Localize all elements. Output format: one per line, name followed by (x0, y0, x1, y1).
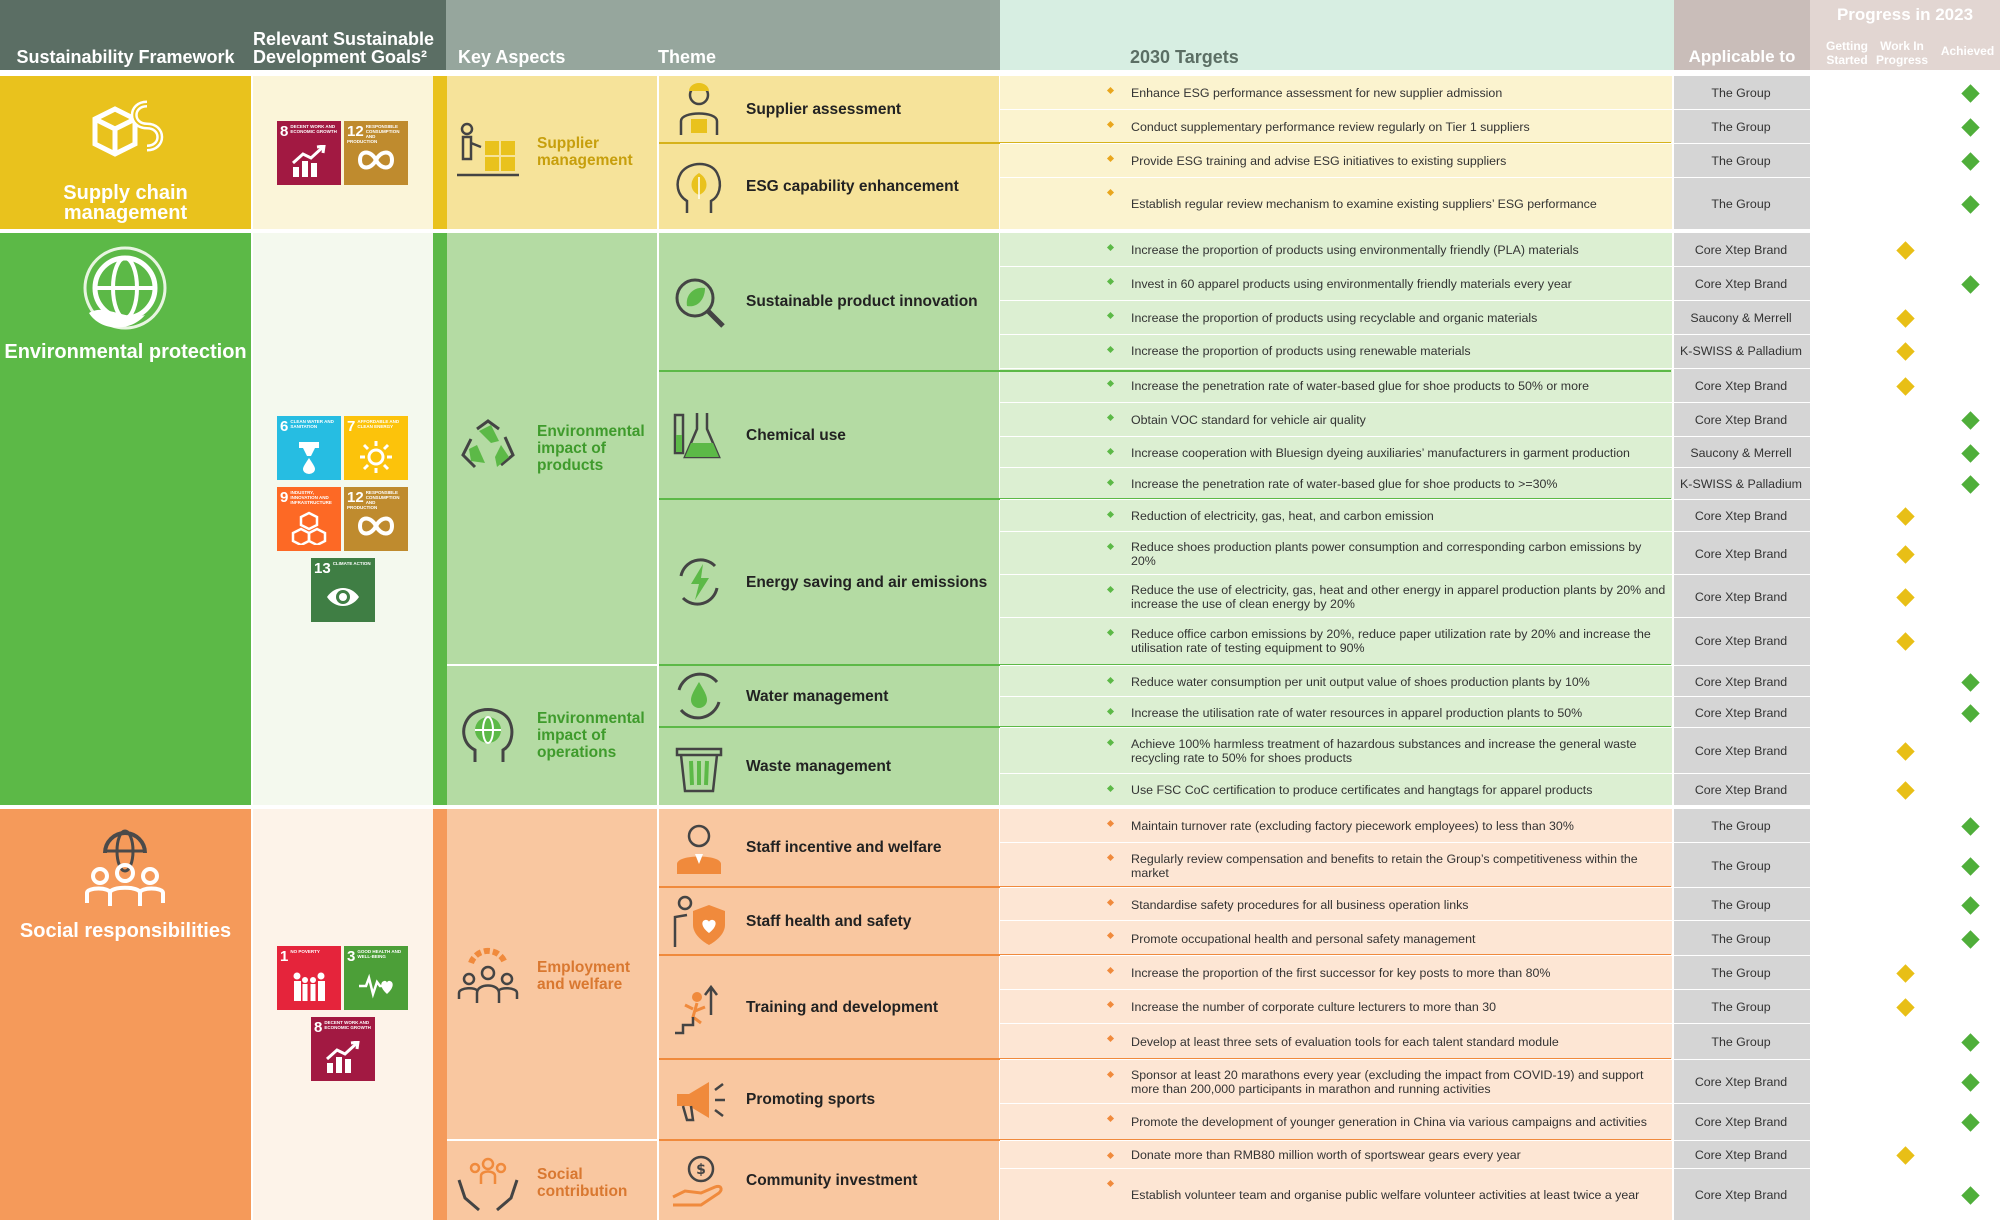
target-text: Increase the proportion of the first successor for key posts to more than 80% (1131, 966, 1551, 980)
applicable-to: The Group (1711, 1000, 1771, 1014)
applicable-to: Core Xtep Brand (1694, 1075, 1788, 1089)
target-text: Enhance ESG performance assessment for new supplier admission (1131, 86, 1503, 100)
target-text: Increase the penetration rate of water-based glue for shoe products to 50% or more (1131, 379, 1590, 393)
applicable-to: Core Xtep Brand (1694, 546, 1788, 561)
target-text: Standardise safety procedures for all business operation links (1131, 897, 1469, 912)
applicable-to: The Group (1711, 819, 1771, 833)
theme-label-7: Staff incentive and welfare (746, 839, 942, 856)
applicable-to: K-SWISS & Palladium (1680, 344, 1802, 358)
sdg-number: 8 (314, 1019, 323, 1036)
target-text: Increase cooperation with Bluesign dyeing auxiliaries’ manufacturers in garment production (1131, 445, 1630, 460)
sdg-tile-9 (277, 487, 341, 551)
recycle-icon (455, 415, 521, 481)
aspect-separator-0 (447, 664, 657, 666)
climbing-person-icon (671, 979, 727, 1035)
target-text: Increase the proportion of products using renewable materials (1131, 344, 1471, 358)
target-text: Reduce the use of electricity, gas, heat and other energy in apparel production plants by 20% and increase the use of clean energy by 20% (1131, 582, 1666, 611)
target-text: Increase the utilisation rate of water resources in apparel production plants to 50% (1131, 705, 1583, 720)
sdg-tile-13 (311, 558, 375, 622)
flask-icon (671, 407, 727, 463)
theme-label-5: Water management (746, 687, 889, 705)
magnifier-leaf-icon (671, 274, 727, 330)
sdg-tile-12 (344, 487, 408, 551)
aspect-strip-supply (433, 76, 447, 229)
applicable-to: The Group (1711, 931, 1771, 946)
applicable-to: Core Xtep Brand (1694, 744, 1788, 758)
applicable-to: The Group (1711, 897, 1771, 912)
target-text: Sponsor at least 20 marathons every year (excluding the impact from COVID-19) and support more than 200,000 participants in marathon and running activities (1131, 1068, 1644, 1096)
trash-bin-icon (671, 739, 727, 795)
applicable-to: Core Xtep Brand (1694, 589, 1788, 604)
sdg-label: RESPONSIBLE CONSUMPTION AND PRODUCTION (347, 490, 400, 510)
applicable-to: K-SWISS & Palladium (1680, 477, 1802, 491)
applicable-to: Core Xtep Brand (1694, 674, 1788, 689)
sdg-number: 3 (347, 948, 356, 965)
applicable-to: The Group (1711, 86, 1771, 100)
target-text: Establish volunteer team and organise public welfare volunteer activities at least twice a year (1131, 1187, 1640, 1202)
energy-bolt-icon (671, 554, 727, 610)
theme-label-6: Waste management (746, 758, 891, 775)
sdg-label: RESPONSIBLE CONSUMPTION AND PRODUCTION (347, 124, 400, 144)
applicable-to: Core Xtep Brand (1694, 277, 1788, 291)
header-key-aspects: Key Aspects (458, 47, 566, 67)
team-gear-icon (455, 943, 521, 1009)
sdg-label: CLEAN WATER AND SANITATION (290, 419, 334, 429)
applicable-to: The Group (1711, 196, 1771, 211)
sdg-number: 12 (347, 489, 364, 506)
supplier-boxes-icon (455, 119, 521, 185)
applicable-to: Saucony & Merrell (1690, 311, 1792, 325)
applicable-to: The Group (1711, 858, 1771, 873)
sdg-tile-8 (311, 1017, 375, 1081)
sdg-tile-8 (277, 121, 341, 185)
globe-leaf-icon (75, 243, 175, 333)
svg-text:$: $ (696, 1161, 706, 1178)
applicable-to: Core Xtep Brand (1694, 1114, 1788, 1129)
head-leaf-icon (671, 159, 727, 215)
applicable-to: The Group (1711, 1035, 1771, 1049)
pillar-title-social: Social responsibilities (19, 920, 232, 942)
sdg-label: NO POVERTY (290, 949, 320, 954)
applicable-to: Core Xtep Brand (1694, 705, 1788, 720)
sdg-tile-3 (344, 946, 408, 1010)
staff-person-icon (671, 820, 727, 876)
sdg-label: AFFORDABLE AND CLEAN ENERGY (357, 419, 400, 429)
aspect-label-2: Environmental impact of operations (537, 709, 645, 761)
target-text: Increase the proportion of products using environmentally friendly (PLA) materials (1131, 243, 1579, 257)
theme-label-2: Sustainable product innovation (746, 293, 978, 310)
target-text: Reduce water consumption per unit output value of shoes production plants by 10% (1131, 674, 1590, 689)
target-text: Conduct supplementary performance review regularly on Tier 1 suppliers (1131, 120, 1530, 134)
theme-label-8: Staff health and safety (746, 912, 912, 930)
sdg-tile-12 (344, 121, 408, 185)
applicable-to: The Group (1711, 120, 1771, 134)
target-text: Promote occupational health and personal safety management (1131, 931, 1476, 946)
target-text: Promote the development of younger generation in China via various campaigns and activities (1131, 1114, 1647, 1129)
sdg-label: DECENT WORK AND ECONOMIC GROWTH (290, 124, 337, 134)
sdg-number: 9 (280, 489, 289, 506)
theme-label-3: Chemical use (746, 426, 846, 444)
people-globe-icon (75, 818, 175, 918)
target-text: Reduction of electricity, gas, heat, and carbon emission (1131, 509, 1434, 523)
hands-people-icon (455, 1150, 521, 1216)
sdg-tile-6 (277, 416, 341, 480)
theme-label-11: Community investment (746, 1172, 918, 1189)
shield-heart-icon (671, 893, 727, 949)
target-text: Invest in 60 apparel products using environmentally friendly materials every year (1131, 277, 1572, 291)
sdg-number: 7 (347, 418, 356, 435)
target-text: Maintain turnover rate (excluding factory piecework employees) to less than 30% (1131, 819, 1574, 833)
target-text: Provide ESG training and advise ESG initiatives to existing suppliers (1131, 154, 1507, 168)
applicable-to: Core Xtep Brand (1694, 379, 1788, 393)
theme-label-9: Training and development (746, 998, 939, 1016)
applicable-to: Core Xtep Brand (1694, 413, 1788, 427)
applicable-to: The Group (1711, 154, 1771, 168)
header-getting-started: Getting Started (1826, 39, 1868, 67)
header-applicable: Applicable to (1688, 47, 1796, 66)
sdg-label: GOOD HEALTH AND WELL-BEING (357, 949, 402, 959)
header-work-in-progress: Work In Progress (1875, 39, 1929, 67)
aspect-label-0: Supplier management (537, 135, 633, 169)
sdg-tile-7 (344, 416, 408, 480)
theme-label-4: Energy saving and air emissions (746, 573, 988, 591)
target-text: Reduce office carbon emissions by 20%, reduce paper utilization rate by 20% and increase the utilisation rate of testing equipment to 90% (1131, 627, 1651, 655)
applicable-to: Core Xtep Brand (1694, 782, 1788, 797)
header-framework: Sustainability Framework (16, 47, 235, 67)
sdg-label: CLIMATE ACTION (332, 561, 371, 566)
applicable-to: Core Xtep Brand (1694, 1187, 1788, 1202)
sdg-number: 8 (280, 123, 289, 140)
applicable-to: Core Xtep Brand (1694, 634, 1788, 648)
target-text: Donate more than RMB80 million worth of sportswear gears every year (1131, 1148, 1521, 1162)
sdg-tile-1 (277, 946, 341, 1010)
theme-label-10: Promoting sports (746, 1091, 876, 1108)
applicable-to: The Group (1711, 966, 1771, 980)
header-theme: Theme (658, 47, 717, 67)
target-text: Regularly review compensation and benefits to retain the Group’s competitiveness within the market (1131, 851, 1638, 880)
sdg-col-social-bg (253, 809, 446, 1220)
target-text: Increase the proportion of products using recyclable and organic materials (1131, 311, 1538, 325)
target-text: Increase the penetration rate of water-based glue for shoe products to >=30% (1131, 477, 1558, 491)
head-globe-icon (455, 702, 521, 768)
aspect-label-1: Environmental impact of products (537, 422, 645, 474)
sdg-label: INDUSTRY, INNOVATION AND INFRASTRUCTURE (290, 490, 332, 505)
sdg-number: 12 (347, 123, 364, 140)
header-achieved: Achieved (1940, 44, 1995, 58)
sdg-number: 1 (280, 948, 289, 965)
target-text: Obtain VOC standard for vehicle air quality (1131, 413, 1366, 427)
applicable-to: Saucony & Merrell (1690, 445, 1792, 460)
aspect-strip-env (433, 233, 447, 805)
target-text: Reduce shoes production plants power consumption and corresponding carbon emissions by 20% (1131, 539, 1642, 568)
worker-box-icon (671, 81, 727, 137)
target-text: Use FSC CoC certification to produce certificates and hangtags for apparel products (1131, 782, 1593, 797)
sdg-number: 13 (314, 560, 331, 577)
water-cycle-icon (671, 668, 727, 724)
supply-chain-icon (75, 84, 175, 174)
header-targets: 2030 Targets (1130, 47, 1239, 67)
pillar-title-env: Environmental protection (4, 341, 247, 363)
aspect-label-4: Social contribution (537, 1166, 628, 1200)
target-text: Develop at least three sets of evaluation tools for each talent standard module (1131, 1035, 1559, 1049)
aspect-label-3: Employment and welfare (537, 959, 631, 993)
megaphone-icon (671, 1072, 727, 1128)
applicable-to: Core Xtep Brand (1694, 243, 1788, 257)
applicable-to: Core Xtep Brand (1694, 1148, 1788, 1162)
applicable-to: Core Xtep Brand (1694, 509, 1788, 523)
theme-label-0: Supplier assessment (746, 100, 902, 118)
target-text: Establish regular review mechanism to examine existing suppliers’ ESG performance (1131, 196, 1597, 211)
aspect-strip-social (433, 809, 447, 1220)
header-progress-title: Progress in 2023 (1836, 5, 1974, 24)
sdg-number: 6 (280, 418, 289, 435)
pillar-title-supply: Supply chain management (63, 182, 188, 224)
theme-label-1: ESG capability enhancement (746, 178, 959, 195)
hand-coin-icon (671, 1153, 727, 1209)
target-text: Achieve 100% harmless treatment of hazardous substances and increase the general waste recycling rate to 50% for shoes products (1131, 737, 1637, 765)
header-sdgs: Relevant Sustainable Development Goals² (253, 29, 435, 67)
target-text: Increase the number of corporate culture lecturers to more than 30 (1131, 1000, 1497, 1014)
aspect-separator-1 (447, 1139, 657, 1141)
sdg-label: DECENT WORK AND ECONOMIC GROWTH (324, 1020, 371, 1030)
